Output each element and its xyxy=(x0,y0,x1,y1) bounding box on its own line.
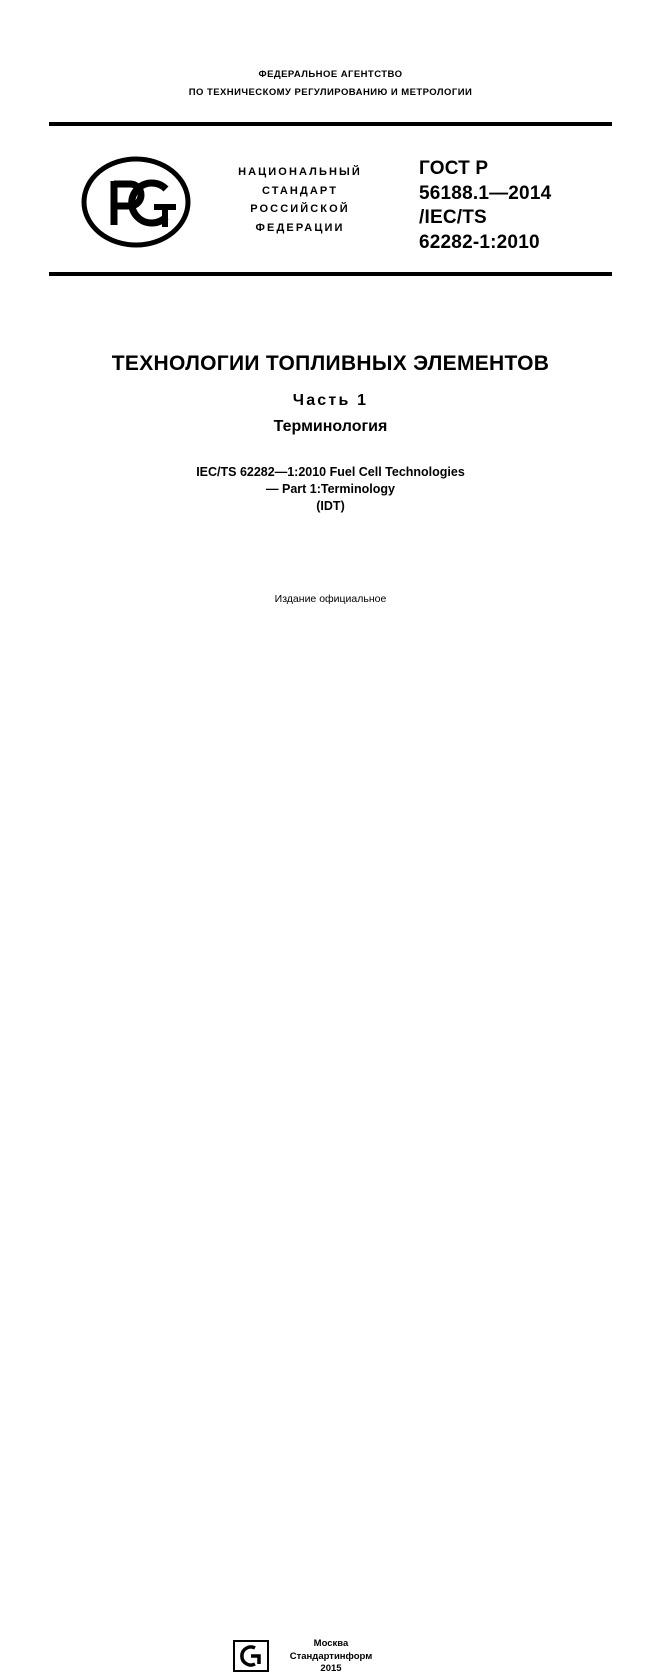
standartinform-logo-icon xyxy=(233,1640,269,1672)
publisher-info xyxy=(277,1638,437,1676)
document-part: Часть 1 xyxy=(292,392,369,409)
national-standard-line-1: НАЦИОНАЛЬНЫЙ xyxy=(238,166,362,178)
english-line-2: — Part 1:Terminology xyxy=(266,482,395,496)
publisher-city: Москва xyxy=(313,1638,349,1649)
english-equivalent xyxy=(0,464,661,515)
publisher-footer xyxy=(0,818,661,1674)
publisher-name: Стандартинформ xyxy=(289,1650,373,1662)
publisher-year: 2015 xyxy=(320,1663,342,1674)
agency-line-1: ФЕДЕРАЛЬНОЕ АГЕНТСТВО xyxy=(258,69,403,80)
document-subtitle: Терминология xyxy=(273,418,388,435)
national-standard-line-4: ФЕДЕРАЦИИ xyxy=(255,221,345,234)
standard-code-line-4: 62282-1:2010 xyxy=(419,231,540,253)
national-standard-line-2: СТАНДАРТ xyxy=(261,184,339,197)
standard-code xyxy=(419,157,649,255)
standard-code-line-2: 56188.1—2014 xyxy=(419,182,552,204)
national-standard-heading xyxy=(200,163,400,237)
horizontal-rule-bottom xyxy=(49,272,612,276)
official-edition-note: Издание официальное xyxy=(274,593,387,605)
english-line-1: IEC/TS 62282—1:2010 Fuel Cell Technologies xyxy=(196,465,465,479)
standard-code-line-3: /IEC/TS xyxy=(419,207,487,228)
gost-r-certification-emblem-icon xyxy=(80,155,192,249)
document-title: ТЕХНОЛОГИИ ТОПЛИВНЫХ ЭЛЕМЕНТОВ xyxy=(111,352,550,375)
standard-code-line-1: ГОСТ Р xyxy=(419,158,489,179)
horizontal-rule-top xyxy=(49,122,612,126)
national-standard-line-3: РОССИЙСКОЙ xyxy=(250,203,350,215)
agency-header xyxy=(0,66,661,102)
agency-line-2: ПО ТЕХНИЧЕСКОМУ РЕГУЛИРОВАНИЮ И МЕТРОЛОГИИ xyxy=(188,87,473,98)
english-line-3: (IDT) xyxy=(316,499,345,513)
